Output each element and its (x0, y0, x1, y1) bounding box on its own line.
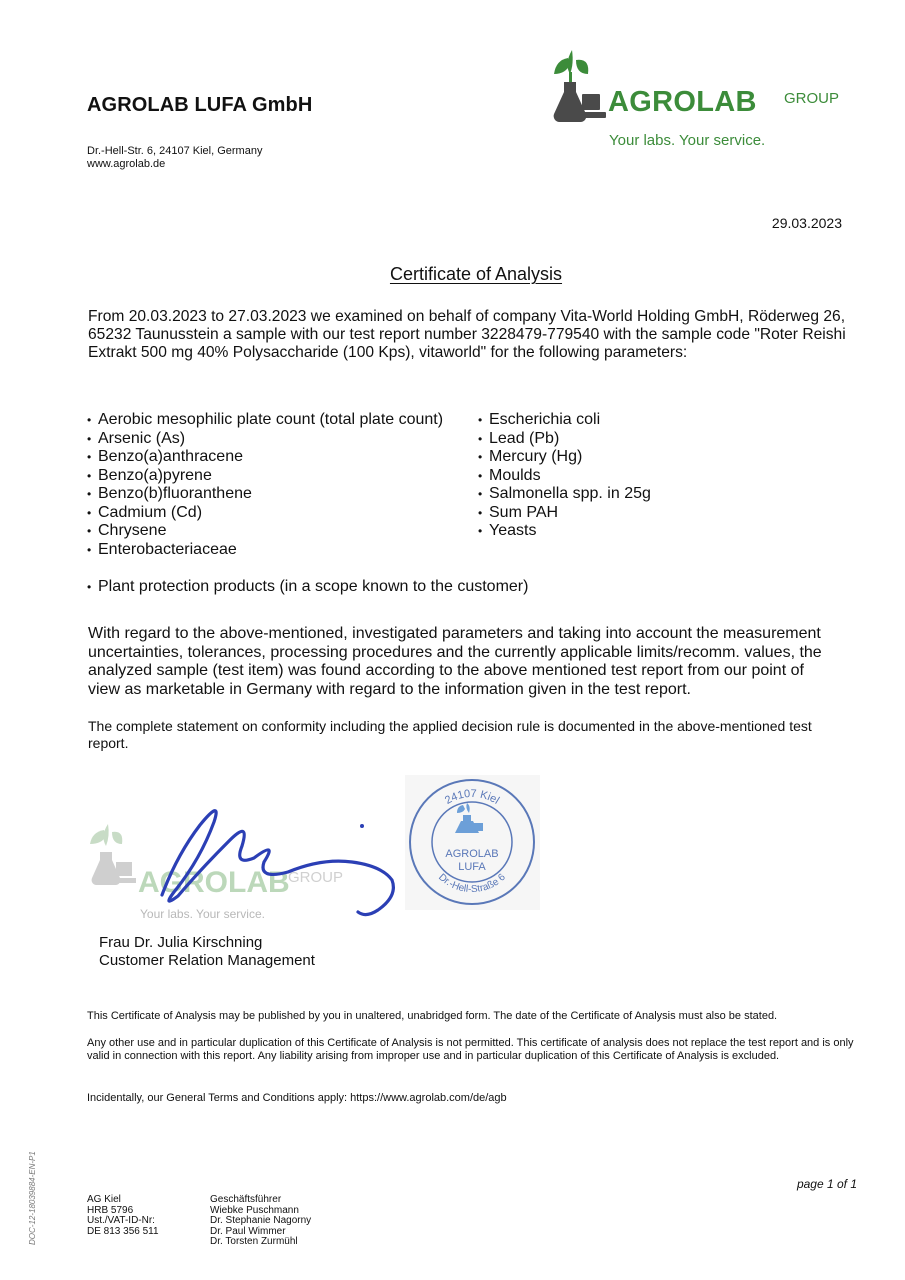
watermark-logo-tagline: Your labs. Your service. (140, 907, 265, 921)
parameter-list-full (87, 578, 687, 597)
registry-line: DE 813 356 511 (87, 1225, 159, 1237)
signer-role: Customer Relation Management (99, 951, 315, 969)
list-item: • Benzo(b)fluoranthene (87, 485, 447, 504)
legal-paragraph: This Certificate of Analysis may be published by you in unaltered, unabridged form. The date of the Certificate of Analysis must also be stated. (87, 1010, 778, 1022)
official-stamp-icon (405, 775, 540, 910)
list-item: • Salmonella spp. in 25g (478, 485, 838, 504)
list-item: • Arsenic (As) (87, 430, 447, 449)
document-title: Certificate of Analysis (389, 264, 563, 284)
svg-text:24107 Kiel (443, 788, 501, 807)
registry-line: AG Kiel (87, 1194, 121, 1205)
conclusion-paragraph: With regard to the above-mentioned, investigated parameters and taking into account the measurement uncertainties, tolerances, processing procedures and the currently applicable limits/recomm. values, the analyzed sample (test item) was found according to the above mentioned test report from our point of view as marketable in Germany with regard to the information given in the test report. (88, 625, 822, 698)
management-info (210, 1195, 311, 1248)
list-item: • Sum PAH (478, 504, 838, 523)
document-code: DOC-12-18039884-EN-P1 (28, 1151, 37, 1245)
management-title: Geschäftsführer (210, 1194, 282, 1205)
list-item: • Cadmium (Cd) (87, 504, 447, 523)
logo-wordmark: AGROLAB (608, 86, 757, 118)
registry-info (87, 1195, 159, 1237)
legal-paragraph: Incidentally, our General Terms and Conditions apply: https://www.agrolab.com/de/agb (87, 1092, 507, 1104)
manager-name: Dr. Torsten Zurmühl (210, 1236, 298, 1247)
list-item: • Yeasts (478, 522, 838, 541)
logo-group-text: GROUP (784, 90, 840, 107)
parameter-list-left (87, 411, 447, 559)
logo-tagline: Your labs. Your service. (609, 132, 766, 149)
watermark-logo-word: AGROLAB (138, 866, 290, 899)
signature-icon (82, 800, 402, 925)
legal-paragraph: Any other use and in particular duplication of this Certificate of Analysis is not permitted. This certificate of analysis does not replace the test report and is only valid in connection with this report. Any liability arising from improper use and in particular duplication of this Certificate of Analysis is excluded. (87, 1037, 854, 1062)
registry-line: HRB 5796 (87, 1204, 134, 1216)
list-item: • Moulds (478, 467, 838, 486)
list-item: • Benzo(a)pyrene (87, 467, 447, 486)
stamp-bottom-text: Dr.-Hell-Straße 6 (436, 871, 508, 896)
list-item: • Aerobic mesophilic plate count (total plate count) (87, 411, 447, 430)
watermark-logo-group: GROUP (288, 869, 344, 886)
website-text: www.agrolab.de (87, 158, 166, 170)
certificate-date: 29.03.2023 (771, 215, 842, 231)
list-item: • Mercury (Hg) (478, 448, 838, 467)
stamp-center-line2: LUFA (458, 861, 486, 873)
manager-name: Dr. Stephanie Nagorny (210, 1215, 312, 1226)
list-item: • Lead (Pb) (478, 430, 838, 449)
company-name: AGROLAB LUFA GmbH (87, 94, 313, 116)
page-number: page 1 of 1 (796, 1177, 857, 1191)
list-item: • Enterobacteriaceae (87, 541, 447, 560)
registry-line: Ust./VAT-ID-Nr: (87, 1215, 155, 1226)
parameter-list-right (478, 411, 838, 541)
manager-name: Wiebke Puschmann (210, 1204, 299, 1216)
signer-name: Frau Dr. Julia Kirschning (99, 934, 263, 951)
conformity-note: The complete statement on conformity including the applied decision rule is documented in the above-mentioned test report. (88, 718, 812, 751)
manager-name: Dr. Paul Wimmer (210, 1225, 286, 1237)
stamp-center-line1: AGROLAB (445, 848, 499, 860)
list-item: • Plant protection products (in a scope known to the customer) (87, 578, 687, 597)
company-address (87, 145, 262, 171)
intro-paragraph: From 20.03.2023 to 27.03.2023 we examined on behalf of company Vita-World Holding GmbH, Röderweg 26, 65232 Taunusstein a sample with our test report number 3228479-779540 with the sample code "Roter Reishi Extrakt 500 mg 40% Polysaccharide (100 Kps), vitaworld" for the following parameters: (88, 308, 846, 361)
svg-text:Dr.-Hell-Straße 6 (436, 872, 508, 896)
signer-block (99, 934, 315, 969)
list-item: • Chrysene (87, 522, 447, 541)
list-item: • Escherichia coli (478, 411, 838, 430)
stamp-top-text: 24107 Kiel (442, 787, 502, 807)
address-line: Dr.-Hell-Str. 6, 24107 Kiel, Germany (87, 145, 263, 157)
list-item: • Benzo(a)anthracene (87, 448, 447, 467)
